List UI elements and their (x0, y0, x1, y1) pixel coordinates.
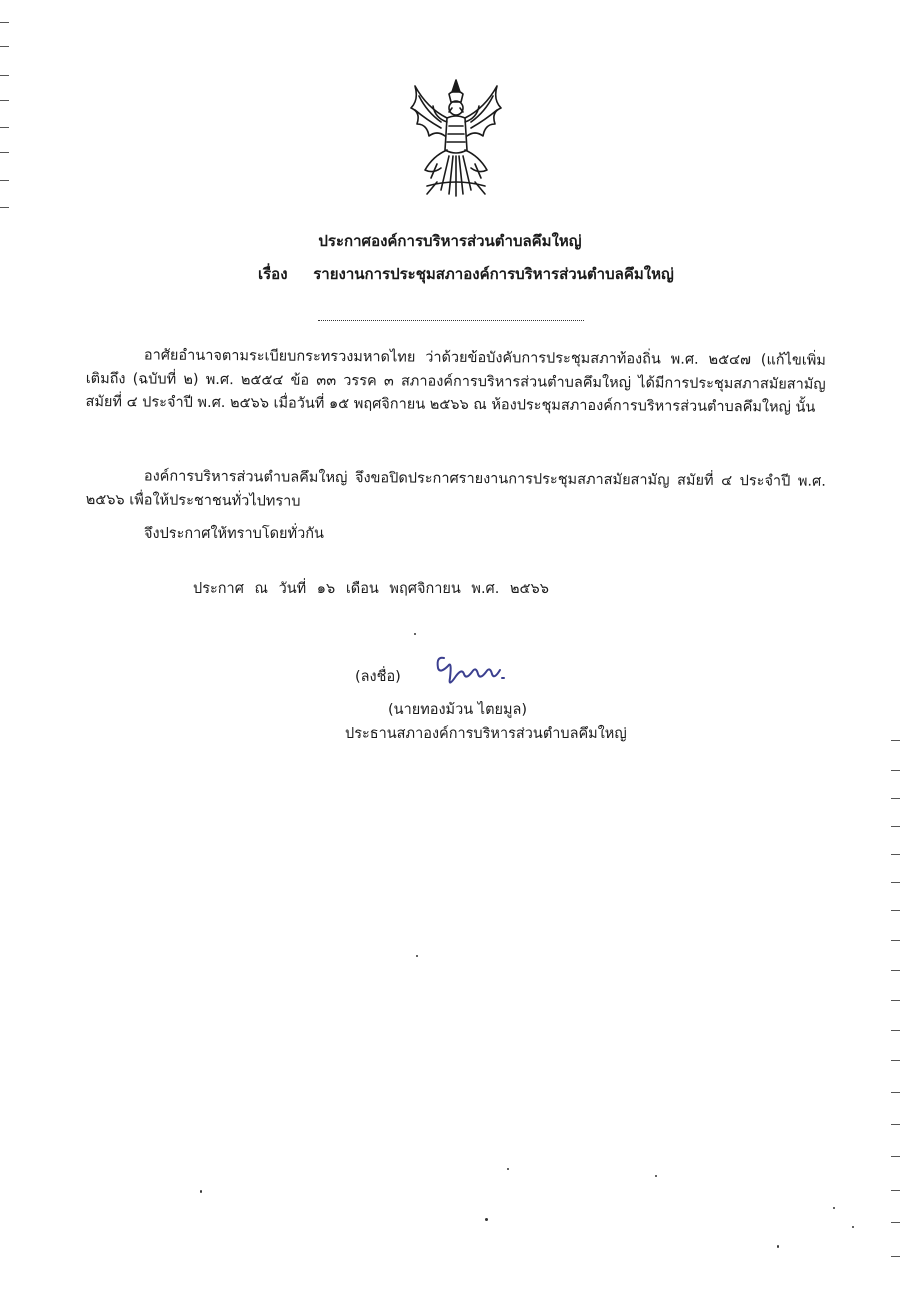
scan-speck (507, 1168, 509, 1170)
scan-speck (200, 1190, 202, 1193)
scan-speck (655, 1175, 657, 1177)
announcement-date: ประกาศ ณ วันที่ ๑๖ เดือน พฤศจิกายน พ.ศ. ๒๕๖๖ (193, 581, 549, 597)
dotted-divider (318, 320, 584, 321)
left-edge-marks (0, 0, 10, 1299)
body-paragraph-1: อาศัยอำนาจตามระเบียบกระทรวงมหาดไทย ว่าด้วยข้อบังคับการประชุมสภาท้องถิ่น พ.ศ. ๒๕๔๗ (แก้ไขเพิ่มเติมถึง (ฉบับที่ ๒) พ.ศ. ๒๕๕๔ ข้อ ๓๓ วรรค ๓ สภาองค์การบริหารส่วนตำบลคึมใหญ่ ได้มีการประชุมสภาสมัยสามัญ สมัยที่ ๔ ประจำปี พ.ศ. ๒๕๖๖ เมื่อวันที่ ๑๕ พฤศจิกายน ๒๕๖๖ ณ ห้องประชุมสภาองค์การบริหารส่วนตำบลคึมใหญ่ นั้น (85, 347, 826, 416)
scan-speck (852, 1226, 854, 1228)
sign-label: (ลงชื่อ) (355, 669, 401, 685)
scan-speck (485, 1218, 488, 1221)
announcement-title: ประกาศองค์การบริหารส่วนตำบลคึมใหญ่ (318, 232, 582, 250)
closing-line: จึงประกาศให้ทราบโดยทั่วกัน (144, 526, 324, 542)
garuda-emblem (397, 78, 515, 200)
announcement-subject (258, 262, 674, 286)
body-paragraph-2: องค์การบริหารส่วนตำบลคึมใหญ่ จึงขอปิดประกาศรายงานการประชุมสภาสมัยสามัญ สมัยที่ ๔ ประจำปี พ.ศ. ๒๕๖๖ เพื่อให้ประชาชนทั่วไปทราบ (85, 468, 826, 510)
subject-label: เรื่อง (258, 265, 288, 283)
scan-speck (414, 633, 416, 635)
handwritten-signature (430, 648, 520, 690)
scan-speck (416, 955, 418, 957)
scan-speck (777, 1245, 779, 1248)
scan-speck (833, 1207, 835, 1209)
subject-text: รายงานการประชุมสภาองค์การบริหารส่วนตำบลคึมใหญ่ (313, 265, 674, 283)
right-edge-marks (890, 0, 900, 1299)
signer-position: ประธานสภาองค์การบริหารส่วนตำบลคึมใหญ่ (345, 726, 627, 742)
signer-name: (นายทองม้วน ไตยมูล) (388, 702, 528, 718)
